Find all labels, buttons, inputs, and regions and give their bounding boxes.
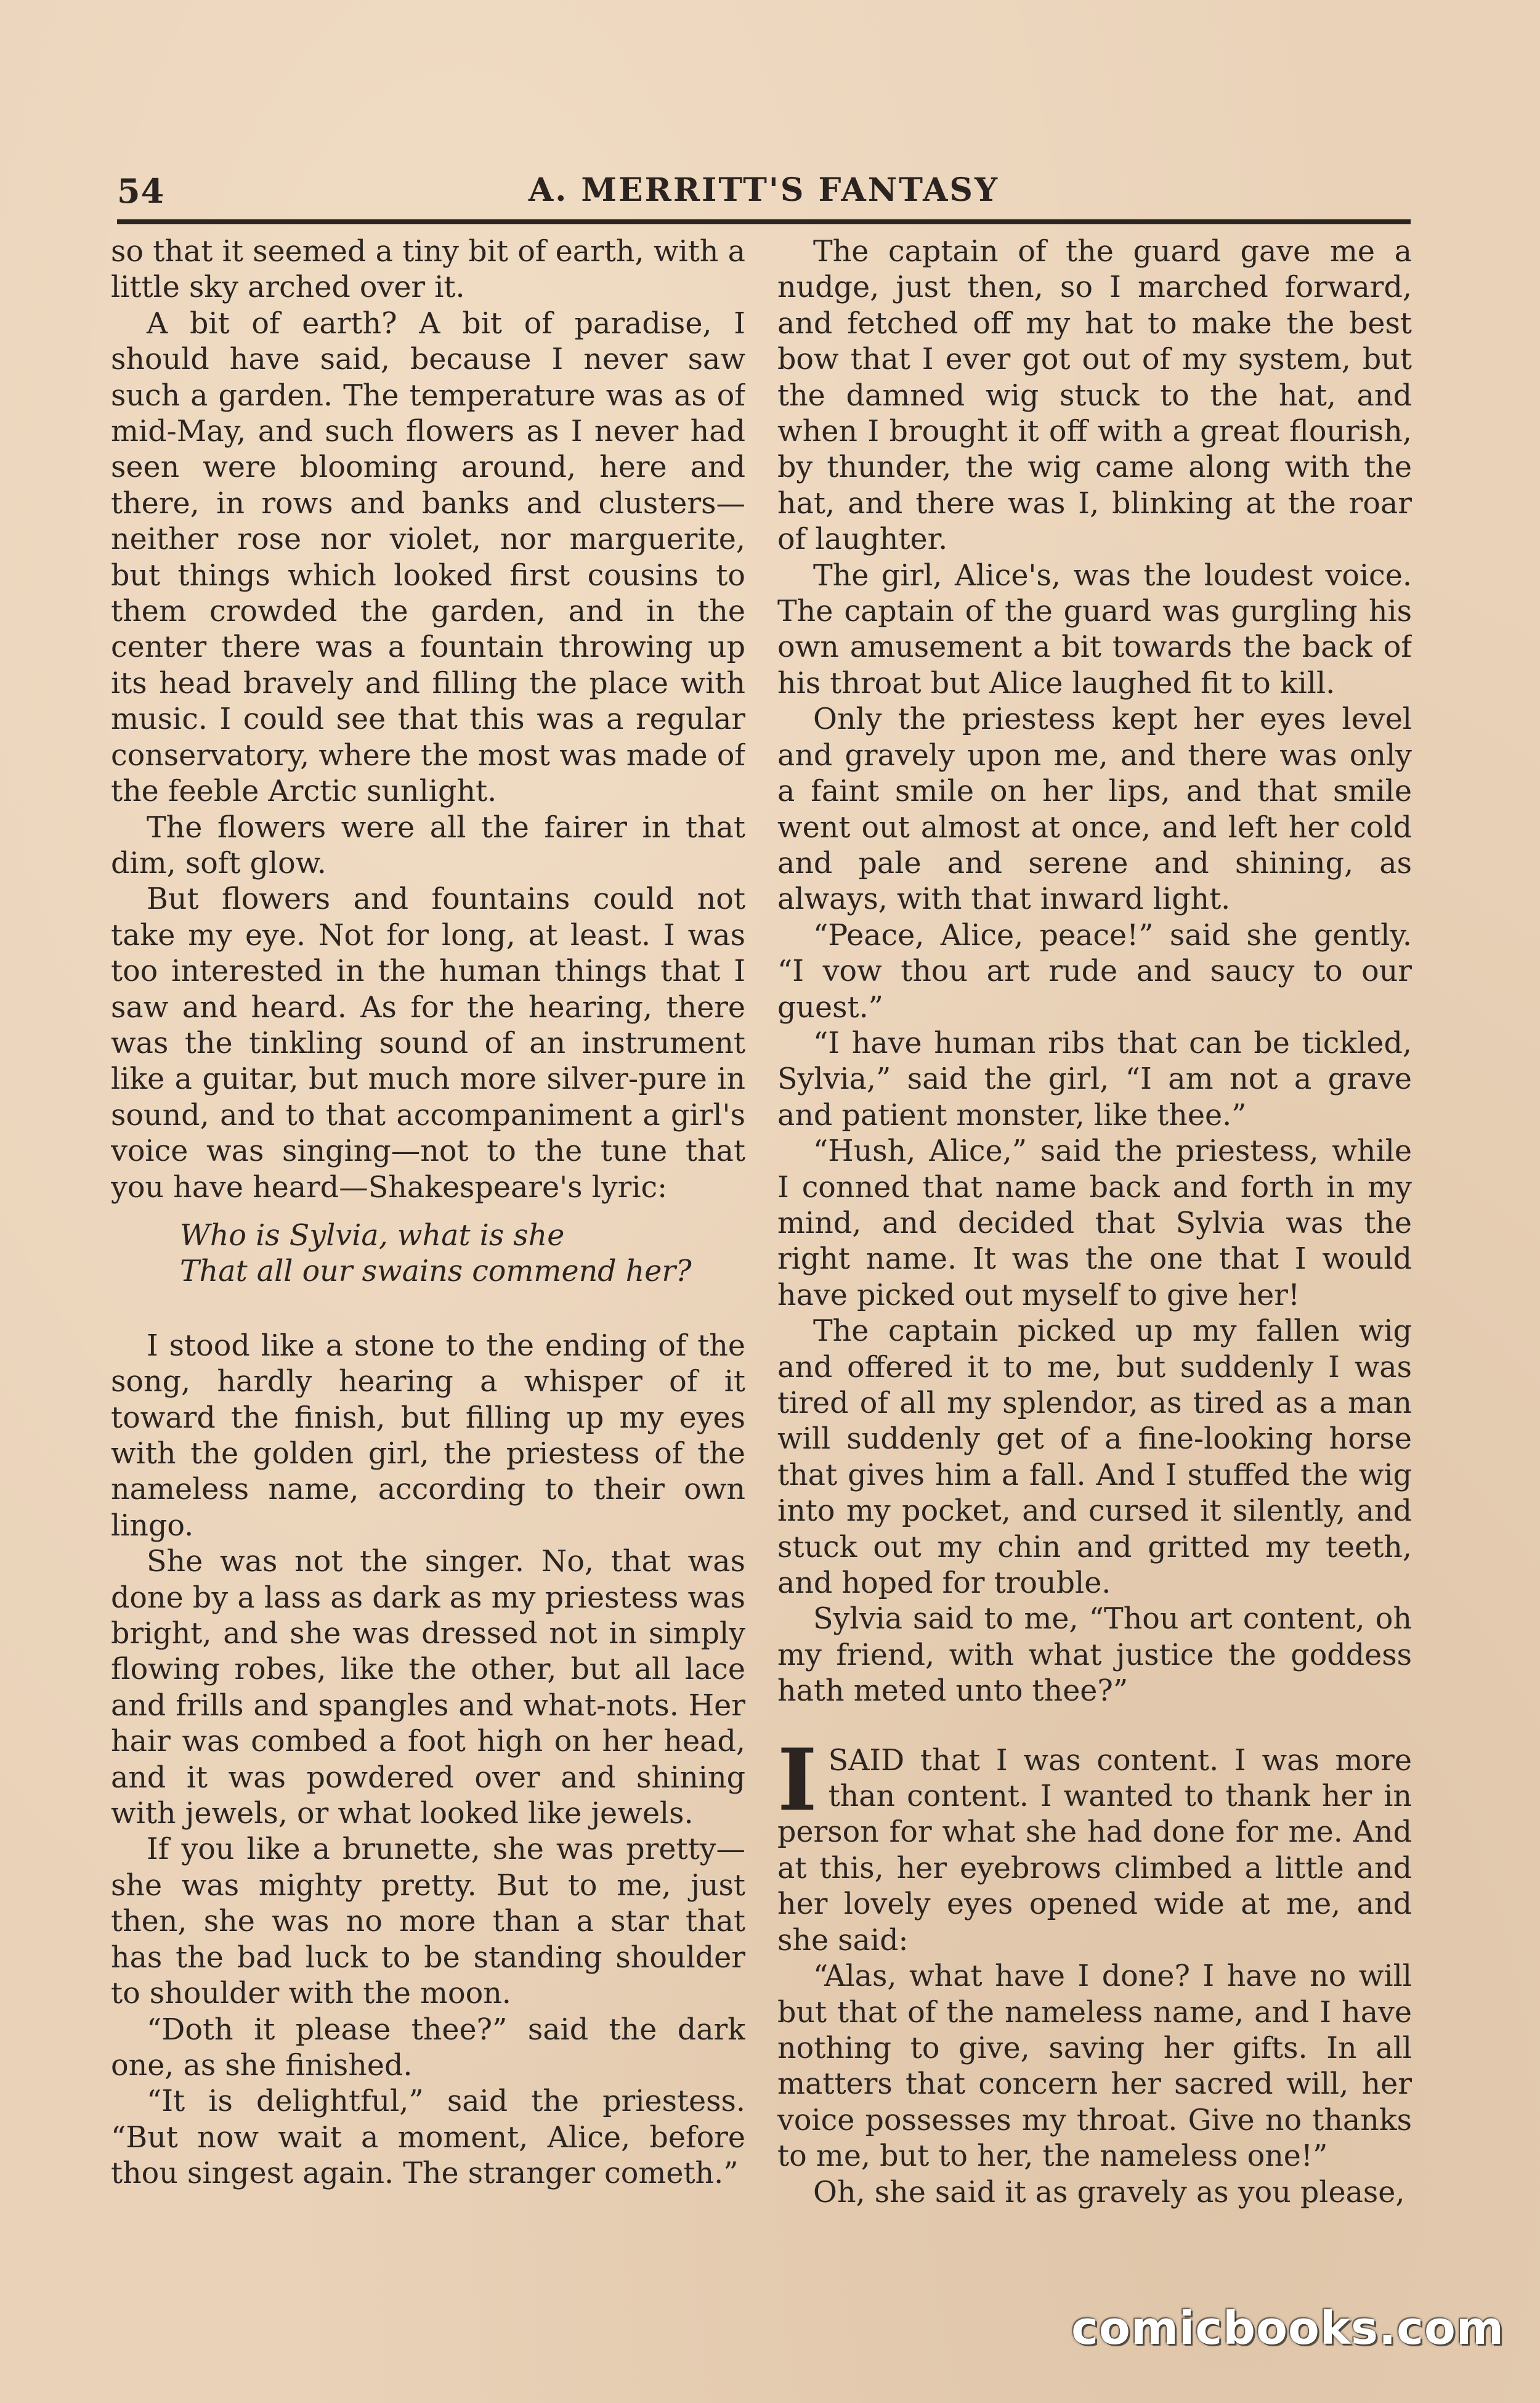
paragraph: The girl, Alice's, was the loudest voice. The captain of the guard was gurgling his own amusement a bit towards the back of his throat but Alice laughed fit to kill. xyxy=(777,558,1412,701)
paragraph: so that it seemed a tiny bit of earth, with a little sky arched over it. xyxy=(111,235,745,305)
paragraph: She was not the singer. No, that was done by a lass as dark as my priestess was bright, and she was dressed not in simply flowing robes, like the other, but all lace and frills and spangles and what-nots. Her hair was combed a foot high on her head, and it was powdered over and shining with jewels, or what looked like jewels. xyxy=(111,1545,745,1831)
drop-cap: I xyxy=(777,1729,817,1830)
paragraph: I stood like a stone to the ending of the song, hardly hearing a whisper of it toward the finish, but filling up my eyes with the golden girl, the priestess of the nameless name, according to their own lingo. xyxy=(111,1328,745,1543)
section-first-text: SAID that I was content. I was more than content. I wanted to thank her in person for what she had done for me. And at this, her eyebrows climbed a little and her lovely eyes opened wide at me, and she said: xyxy=(777,1743,1412,1958)
left-column xyxy=(111,234,745,2274)
paragraph: Only the priestess kept her eyes level and gravely upon me, and there was only a faint smile on her lips, and that smile went out almost at once, and left her cold and pale and serene and shining, as always, with that inward light. xyxy=(777,702,1412,917)
watermark-logo: comicbooks.com xyxy=(1071,2302,1504,2355)
poem-line: That all our swains commend her? xyxy=(180,1254,692,1289)
running-title: A. MERRITT'S FANTASY xyxy=(528,171,1000,209)
poem-quote xyxy=(180,1218,745,1290)
paragraph: “Peace, Alice, peace!” said she gently. “I vow thou art rude and saucy to our guest.” xyxy=(777,918,1412,1025)
paragraph: The captain of the guard gave me a nudge, just then, so I marched forward, and fetched off my hat to make the best bow that I ever got out of my system, but the damned wig stuck to the hat, and when I brought it off with a great flourish, by thunder, the wig came along with the hat, and there was I, blinking at the roar of laughter. xyxy=(777,235,1412,557)
paragraph: “Doth it please thee?” said the dark one, as she finished. xyxy=(111,2012,745,2083)
header-rule xyxy=(117,219,1411,224)
paragraph: Sylvia said to me, “Thou art content, oh my friend, with what justice the goddess hath meted unto thee?” xyxy=(777,1602,1412,1709)
paragraph: If you like a brunette, she was pretty—she was mighty pretty. But to me, just then, she was no more than a star that has the bad luck to be standing shoulder to shoulder with the moon. xyxy=(111,1832,745,2011)
paragraph: “Hush, Alice,” said the priestess, while I conned that name back and forth in my mind, and decided that Sylvia was the right name. It was the one that I would have picked out myself to give her! xyxy=(777,1134,1412,1312)
paragraph: “I have human ribs that can be tickled, Sylvia,” said the girl, “I am not a grave and patient monster, like thee.” xyxy=(777,1026,1412,1132)
paragraph: But flowers and fountains could not take my eye. Not for long, at least. I was too interested in the human things that I saw and heard. As for the hearing, there was the tinkling sound of an instrument like a guitar, but much more silver-pure in sound, and to that accompaniment a girl's voice was singing—not to the tune that you have heard—Shakespeare's lyric: xyxy=(111,882,745,1205)
paragraph: The captain picked up my fallen wig and offered it to me, but suddenly I was tired of all my splendor, as tired as a man will suddenly get of a fine-looking horse that gives him a fall. And I stuffed the wig into my pocket, and cursed it silently, and stuck out my chin and gritted my teeth, and hoped for trouble. xyxy=(777,1314,1412,1601)
poem-line: Who is Sylvia, what is she xyxy=(180,1218,565,1253)
paragraph: The flowers were all the fairer in that dim, soft glow. xyxy=(111,810,745,880)
section-start-paragraph xyxy=(777,1729,1412,1959)
paragraph: Oh, she said it as gravely as you please, xyxy=(813,2175,1405,2210)
page-header xyxy=(117,171,1411,214)
paragraph: “It is delightful,” said the priestess. “But now wait a moment, Alice, before thou singest again. The stranger cometh.” xyxy=(111,2084,745,2191)
right-column xyxy=(777,234,1412,2274)
paragraph: A bit of earth? A bit of paradise, I should have said, because I never saw such a garden. The temperature was as of mid-May, and such flowers as I never had seen were blooming around, here and there, in rows and banks and clusters—neither rose nor violet, nor marguerite, but things which looked first cousins to them crowded the garden, and in the center there was a fountain throwing up its head bravely and filling the place with music. I could see that this was a regular conservatory, where the most was made of the feeble Arctic sunlight. xyxy=(111,306,745,809)
paragraph: “Alas, what have I done? I have no will but that of the nameless name, and I have nothing to give, saving her gifts. In all matters that concern her sacred will, her voice possesses my throat. Give no thanks to me, but to her, the nameless one!” xyxy=(777,1959,1412,2174)
page-number: 54 xyxy=(117,171,165,211)
